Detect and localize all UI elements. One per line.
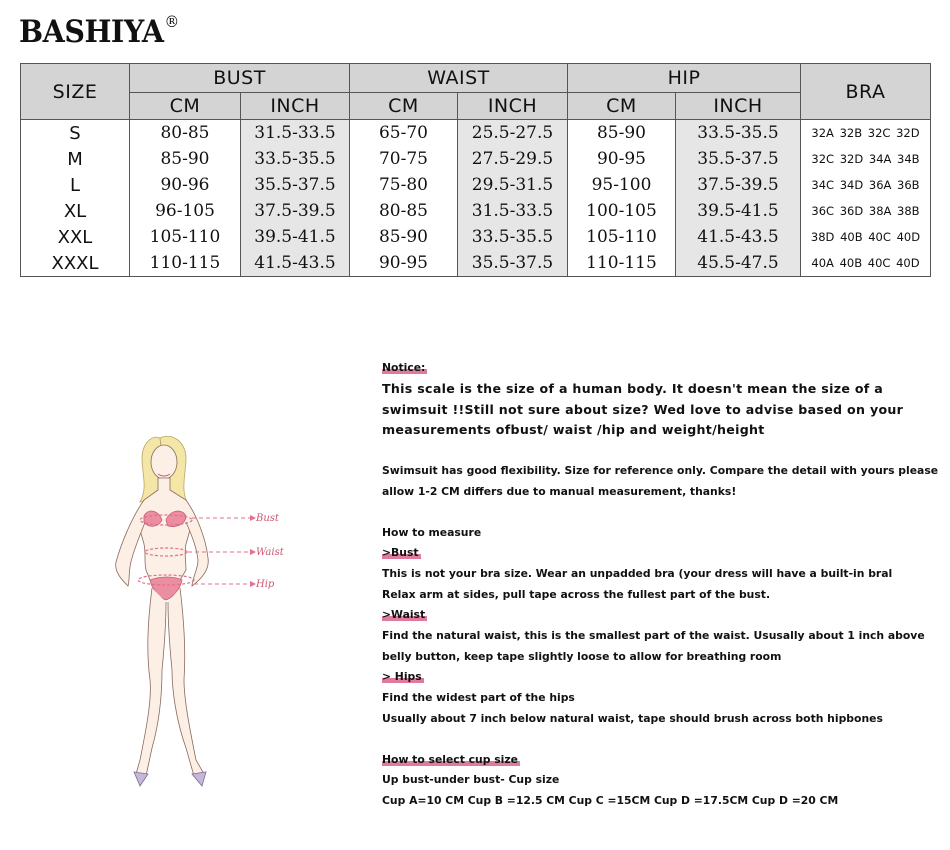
bust-section-title: >Bust [382,546,419,560]
left-arm [116,500,146,586]
waist-line-1: Find the natural waist, this is the smallest part of the waist. Ususally about 1 inch above [382,629,925,643]
header-waist-inch: INCH [458,93,568,120]
table-row [21,172,931,198]
hip-cm-cell: 90-95 [568,146,676,172]
waist-line-2: belly button, keep tape slightly loose to allow for breathing room [382,649,782,663]
bust-inch-cell: 37.5-39.5 [241,198,350,224]
bust-cm-cell: 96-105 [130,198,241,224]
size-cell: XXL [21,224,130,250]
hip-inch-cell: 37.5-39.5 [676,172,801,198]
size-cell: XL [21,198,130,224]
notice-line-3: measurements ofbust/ waist /hip and weight/height [382,422,765,438]
flexibility-line-2: allow 1-2 CM differs due to manual measurement, thanks! [382,484,737,498]
bust-cm-cell: 80-85 [130,120,241,147]
hip-inch-cell: 39.5-41.5 [676,198,801,224]
left-leg [136,588,166,776]
size-cell: L [21,172,130,198]
bra-cell: 32A 32B 32C 32D [801,120,931,147]
waist-inch-cell: 29.5-31.5 [458,172,568,198]
notice-title: Notice: [382,361,426,374]
bra-cell: 34C 34D 36A 36B [801,172,931,198]
hips-section-title: > Hips [382,670,422,684]
notice-line-1: This scale is the size of a human body. It doesn't mean the size of a [382,380,884,396]
size-cell: XXXL [21,250,130,277]
bra-cell: 36C 36D 38A 38B [801,198,931,224]
notice-line-2: swimsuit !!Still not sure about size? Wed love to advise based on your [382,401,904,417]
hips-line-2: Usually about 7 inch below natural waist, tape should brush across both hipbones [382,711,883,725]
bust-inch-cell: 31.5-33.5 [241,120,350,147]
bust-label: Bust [256,513,279,524]
bust-inch-cell: 35.5-37.5 [241,172,350,198]
right-leg [168,588,204,776]
waist-cm-cell: 80-85 [350,198,458,224]
bust-inch-cell: 41.5-43.5 [241,250,350,277]
header-bust-cm: CM [130,93,241,120]
bust-cm-cell: 85-90 [130,146,241,172]
hip-cm-cell: 95-100 [568,172,676,198]
waist-section-title: >Waist [382,608,426,622]
size-cell: M [21,146,130,172]
header-size: SIZE [21,64,130,120]
header-row-groups [21,64,931,93]
waist-cm-cell: 85-90 [350,224,458,250]
left-shoe [134,772,148,786]
size-cell: S [21,120,130,147]
header-waist-cm: CM [350,93,458,120]
table-row [21,146,931,172]
hip-inch-cell: 41.5-43.5 [676,224,801,250]
table-row [21,120,931,147]
header-hip: HIP [568,64,801,93]
hips-line-1: Find the widest part of the hips [382,691,575,705]
header-bra: BRA [801,64,931,120]
size-chart-table [20,63,931,277]
hip-cm-cell: 110-115 [568,250,676,277]
table-row [21,198,931,224]
bust-inch-cell: 39.5-41.5 [241,224,350,250]
waist-inch-cell: 27.5-29.5 [458,146,568,172]
hip-inch-cell: 33.5-35.5 [676,120,801,147]
bust-cm-cell: 105-110 [130,224,241,250]
right-shoe [192,772,206,786]
table-row [21,224,931,250]
waist-inch-cell: 35.5-37.5 [458,250,568,277]
registered-mark: ® [164,12,179,31]
waist-inch-cell: 33.5-35.5 [458,224,568,250]
bra-cell: 38D 40B 40C 40D [801,224,931,250]
waist-cm-cell: 75-80 [350,172,458,198]
head [151,445,177,479]
header-hip-inch: INCH [676,93,801,120]
bust-line-2: Relax arm at sides, pull tape across the fullest part of the bust. [382,587,771,601]
waist-inch-cell: 25.5-27.5 [458,120,568,147]
header-waist: WAIST [350,64,568,93]
hip-cm-cell: 105-110 [568,224,676,250]
cup-line-1: Up bust-under bust- Cup size [382,773,560,787]
flexibility-line-1: Swimsuit has good flexibility. Size for reference only. Compare the detail with yours please [382,464,939,478]
right-arm [186,500,208,586]
waist-cm-cell: 90-95 [350,250,458,277]
how-to-measure: How to measure [382,525,482,539]
table-row [21,250,931,277]
hip-inch-cell: 35.5-37.5 [676,146,801,172]
bust-inch-cell: 33.5-35.5 [241,146,350,172]
waist-inch-cell: 31.5-33.5 [458,198,568,224]
header-bust: BUST [130,64,350,93]
hip-cm-cell: 100-105 [568,198,676,224]
bra-cell: 32C 32D 34A 34B [801,146,931,172]
bust-cm-cell: 110-115 [130,250,241,277]
cup-size-title: How to select cup size [382,752,518,766]
header-hip-cm: CM [568,93,676,120]
waist-cm-cell: 65-70 [350,120,458,147]
waist-cm-cell: 70-75 [350,146,458,172]
header-row-units [21,93,931,120]
cup-line-2: Cup A=10 CM Cup B =12.5 CM Cup C =15CM Cup D =17.5CM Cup D =20 CM [382,793,839,807]
bust-line-1: This is not your bra size. Wear an unpadded bra (your dress will have a built-in bral [382,566,893,580]
hip-cm-cell: 85-90 [568,120,676,147]
header-bust-inch: INCH [241,93,350,120]
waist-label: Waist [256,547,284,558]
hip-inch-cell: 45.5-47.5 [676,250,801,277]
bust-cm-cell: 90-96 [130,172,241,198]
measurement-figure-illustration [100,430,300,792]
bra-cell: 40A 40B 40C 40D [801,250,931,277]
size-notes [382,358,939,812]
brand-name: BASHIYA [19,14,164,50]
hip-label: Hip [256,579,275,590]
brand-logo [19,14,178,50]
